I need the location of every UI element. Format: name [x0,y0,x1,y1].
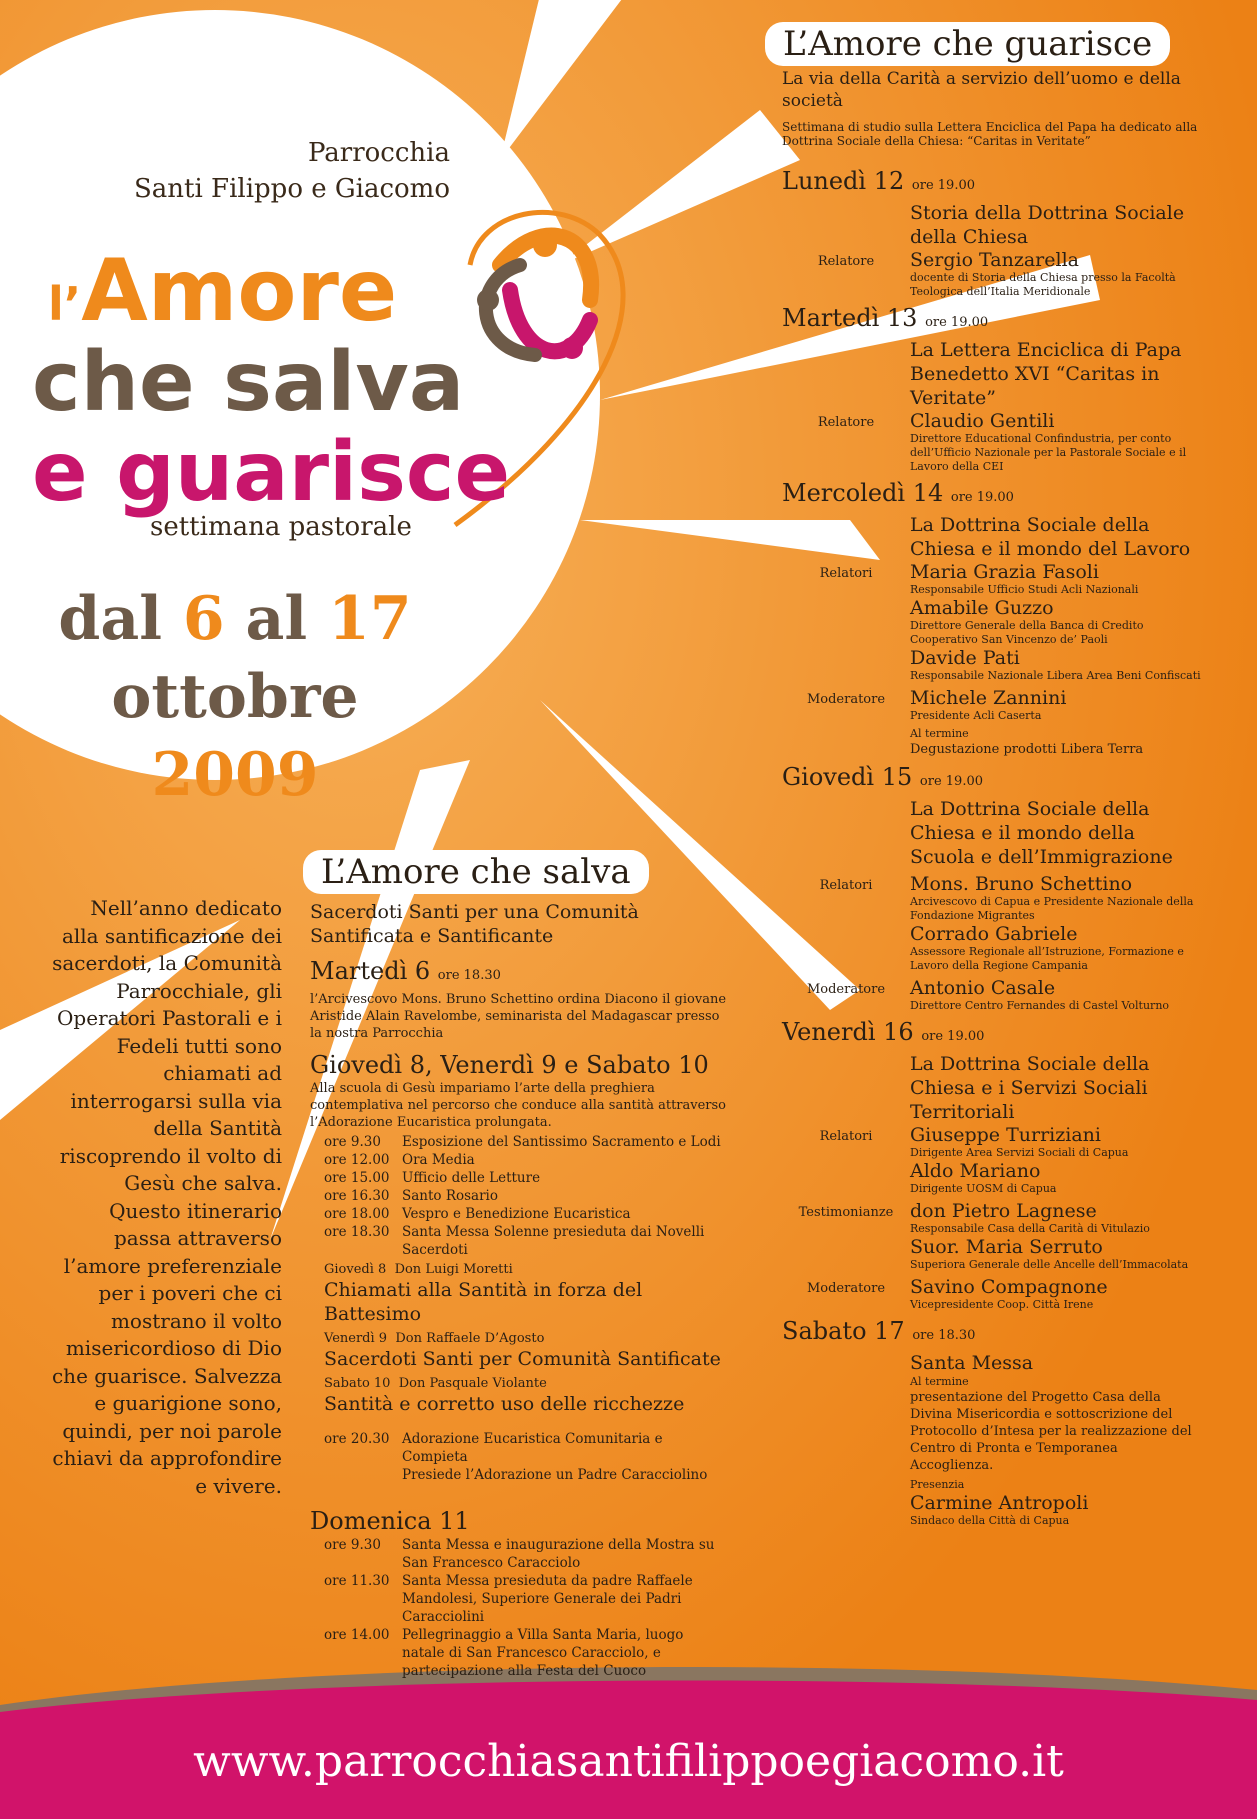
speaker-desc: Dirigente UOSM di Capua [910,1182,1057,1195]
activity: Esposizione del Santissimo Sacramento e Lodi [402,1134,721,1150]
after-text: presentazione del Progetto Casa della Divina Misericordia e sottoscrizione del Protocollo d’Intesa per la realizzazione del Centro di Pronta e Temporanea Accoglienza. [910,1390,1192,1473]
activity: Pellegrinaggio a Villa Santa Maria, luogo natale di San Francesco Caracciolo, e partecipazione alla Festa del Cuoco [402,1627,684,1679]
day-hour: ore 19.00 [925,315,989,330]
moderator-name: Antonio Casale [910,977,1056,999]
speaker-name: Don Luigi Moretti [394,1262,513,1277]
activity: Vespro e Benedizione Eucaristica [402,1206,631,1222]
dates-text: dal [58,584,183,654]
day-heading: Lunedì 12 [782,167,905,195]
role-label: Moderatore [806,982,886,997]
day-heading: Giovedì 15 [782,763,913,791]
talk-title: Santità e corretto uso delle ricchezze [324,1393,685,1415]
time: ore 15.00 [324,1170,390,1186]
role-label: Relatori [819,566,873,581]
speaker-name: Claudio Gentili [910,410,1055,432]
schedule-item [310,1169,730,1187]
speaker-day: Sabato 10 [324,1376,391,1391]
speaker-name: don Pietro Lagnese [910,1200,1097,1222]
moderator-desc: Vicepresidente Coop. Città Irene [910,1298,1094,1311]
main-title-line2: che salva [32,335,465,430]
moderator-name: Michele Zannini [910,687,1067,709]
role-label: Moderatore [806,1281,886,1296]
activity: Adorazione Eucaristica Comunitaria e Compieta [402,1431,663,1465]
speaker-desc: Responsabile Casa della Carità di Vitulazio [910,1222,1150,1235]
intro-paragraph: Nell’anno dedicato alla santificazione dei sacerdoti, la Comunità Parrocchiale, gli Operatori Pastorali e i Fedeli tutti sono chiamati ad interrogarsi sulla via della Santità riscoprendo il volto di Gesù che salva. Questo itinerario passa attraverso l’amore preferenziale per i poveri che ci mostrano il volto misericordioso di Dio che guarisce. Salvezza e guarigione sono, quindi, per noi parole chiavi da approfondire e vivere. [51,896,282,1498]
day-hour: ore 19.00 [911,178,975,193]
role-label: Relatore [817,415,875,430]
role-label: Relatori [819,1129,873,1144]
schedule-list [310,1133,730,1259]
talk-title: La Dottrina Sociale della Chiesa e i Servizi Sociali Territoriali [910,1053,1150,1123]
day-heading: Domenica 11 [310,1507,470,1535]
day-heading: Venerdì 16 [782,1018,914,1046]
schedule-item [310,1536,730,1572]
speaker-name: Sergio Tanzarella [910,249,1079,271]
moderator-desc: Direttore Centro Fernandes di Castel Volturno [910,999,1170,1012]
time: ore 11.30 [324,1573,390,1589]
main-title-line1 [48,241,398,341]
activity: Presiede l’Adorazione un Padre Caracciolino [402,1467,708,1483]
guarisce-column [782,68,1202,1528]
main-subtitle: settimana pastorale [150,512,412,542]
main-title-line3: e guarisce [32,425,511,520]
evening-item [310,1430,730,1484]
time: ore 9.30 [324,1537,381,1553]
day-hour: ore 18.30 [912,1328,976,1343]
role-label: Testimonianze [798,1205,894,1220]
speaker-desc: Assessore Regionale all’Istruzione, Formazione e Lavoro della Regione Campania [910,945,1184,972]
moderator-name: Savino Compagnone [910,1276,1108,1298]
dates-text: al [224,584,329,654]
schedule-item [310,1626,730,1680]
end-day: 17 [328,584,412,654]
talk-title: Chiamati alla Santità in forza del Battesimo [324,1279,643,1325]
speaker-desc: Direttore Educational Confindustria, per conto dell’Ufficio Nazionale per la Pastorale Sociale e il Lavoro della CEI [910,432,1187,473]
speaker-desc: Sindaco della Città di Capua [910,1514,1070,1527]
schedule-item [310,1187,730,1205]
salva-column [310,900,730,1680]
speaker-desc: docente di Storia della Chiesa presso la Facoltà Teologica dell’Italia Meridionale [910,271,1176,298]
speaker-desc: Arcivescovo di Capua e Presidente Nazionale della Fondazione Migrantes [910,895,1194,922]
speaker-name: Giuseppe Turriziani [910,1124,1101,1146]
speaker-day: Venerdì 9 [324,1331,388,1346]
role-label: Relatore [817,254,875,269]
day-heading: Sabato 17 [782,1317,905,1345]
activity: Ora Media [402,1152,475,1168]
speaker-desc: Superiora Generale delle Ancelle dell’Immacolata [910,1258,1189,1271]
time: ore 9.30 [324,1134,381,1150]
speaker-block [310,1261,730,1416]
speaker-desc: Responsabile Ufficio Studi Acli Nazionali [910,583,1139,596]
speaker-name: Suor. Maria Serruto [910,1236,1103,1258]
speaker-name: Maria Grazia Fasoli [910,561,1099,583]
day-text: Alla scuola di Gesù impariamo l’arte della preghiera contemplativa nel percorso che conduce alla santità attraverso l’Adorazione Eucaristica prolungata. [310,1081,727,1130]
guarisce-title: L’Amore che guarisce [765,22,1170,66]
talk-title: Sacerdoti Santi per Comunità Santificate [324,1348,721,1370]
day-hour: ore 19.00 [919,774,983,789]
month: ottobre [111,662,359,732]
activity: Santa Messa Solenne presieduta dai Novelli Sacerdoti [402,1224,705,1258]
schedule-item [310,1151,730,1169]
time: ore 16.30 [324,1188,390,1204]
schedule-item [310,1205,730,1223]
title-word1: Amore [81,241,398,341]
speaker-name: Carmine Antropoli [910,1492,1089,1514]
schedule-item [310,1572,730,1626]
talk-title: Santa Messa [910,1352,1034,1374]
day-heading: Giovedì 8, Venerdì 9 e Sabato 10 [310,1051,709,1079]
schedule-item [310,1133,730,1151]
speaker-name: Mons. Bruno Schettino [910,873,1133,895]
talk-title: La Dottrina Sociale della Chiesa e il mondo della Scuola e dell’Immigrazione [910,798,1173,868]
time: ore 18.00 [324,1206,390,1222]
talk-title: La Dottrina Sociale della Chiesa e il mondo del Lavoro [910,514,1191,560]
activity: Santa Messa e inaugurazione della Mostra su San Francesco Caracciolo [402,1537,715,1571]
after-text: Degustazione prodotti Libera Terra [910,742,1144,757]
activity: Ufficio delle Letture [402,1170,541,1186]
moderator-desc: Presidente Acli Caserta [910,709,1042,722]
after-note: Al termine [910,1375,969,1388]
salva-title: L’Amore che salva [303,850,649,894]
guarisce-header [765,22,1170,66]
presence-label: Presenzia [910,1478,965,1491]
guarisce-subtitle: La via della Carità a servizio dell’uomo e della società [782,69,1181,111]
salva-subtitle: Sacerdoti Santi per una Comunità Santificata e Santificante [310,901,639,947]
speaker-name: Davide Pati [910,647,1020,669]
day-hour: ore 18.30 [437,968,501,983]
event-dates [20,580,450,814]
guarisce-note: Settimana di studio sulla Lettera Enciclica del Papa ha dedicato alla Dottrina Sociale della Chiesa: “Caritas in Veritate” [782,120,1198,148]
speaker-name: Don Pasquale Violante [398,1376,547,1391]
speaker-desc: Responsabile Nazionale Libera Area Beni Confiscati [910,669,1201,682]
after-note: Al termine [910,727,969,740]
parish-name [70,135,450,207]
speaker-name: Amabile Guzzo [910,597,1054,619]
activity: Santo Rosario [402,1188,499,1204]
time: ore 18.30 [324,1224,390,1240]
start-day: 6 [182,584,225,654]
day-heading: Martedì 6 [310,957,431,985]
talk-title: Storia della Dottrina Sociale della Chiesa [910,202,1185,248]
talk-title: La Lettera Enciclica di Papa Benedetto XVI “Caritas in Veritate” [910,339,1182,409]
speaker-day: Giovedì 8 [324,1262,387,1277]
speaker-desc: Direttore Generale della Banca di Credito Cooperativo San Vincenzo de’ Paoli [910,619,1144,646]
activity: Santa Messa presieduta da padre Raffaele Mandolesi, Superiore Generale dei Padri Caracciolini [402,1573,693,1625]
day-heading: Mercoledì 14 [782,479,944,507]
speaker-desc: Dirigente Area Servizi Sociali di Capua [910,1146,1129,1159]
day-hour: ore 19.00 [950,490,1014,505]
year: 2009 [151,740,319,810]
role-label: Relatori [819,878,873,893]
parish-line2: Santi Filippo e Giacomo [133,174,450,204]
time: ore 20.30 [324,1431,390,1447]
speaker-name: Don Raffaele D’Agosto [395,1331,545,1346]
day-heading: Martedì 13 [782,304,918,332]
parish-line1: Parrocchia [307,138,450,168]
schedule-item [310,1223,730,1259]
speaker-name: Corrado Gabriele [910,923,1078,945]
website-link[interactable]: www.parrocchiasantifilippoegiacomo.it [193,1736,1064,1787]
time: ore 14.00 [324,1627,390,1643]
day-text: l’Arcivescovo Mons. Bruno Schettino ordina Diacono il giovane Aristide Alain Ravelombe, seminarista del Madagascar presso la nostra Parrocchia [310,992,727,1041]
salva-header [303,850,649,894]
day-hour: ore 19.00 [921,1029,985,1044]
speaker-name: Aldo Mariano [910,1160,1041,1182]
time: ore 12.00 [324,1152,390,1168]
role-label: Moderatore [806,692,886,707]
title-prefix: l’ [48,277,82,331]
